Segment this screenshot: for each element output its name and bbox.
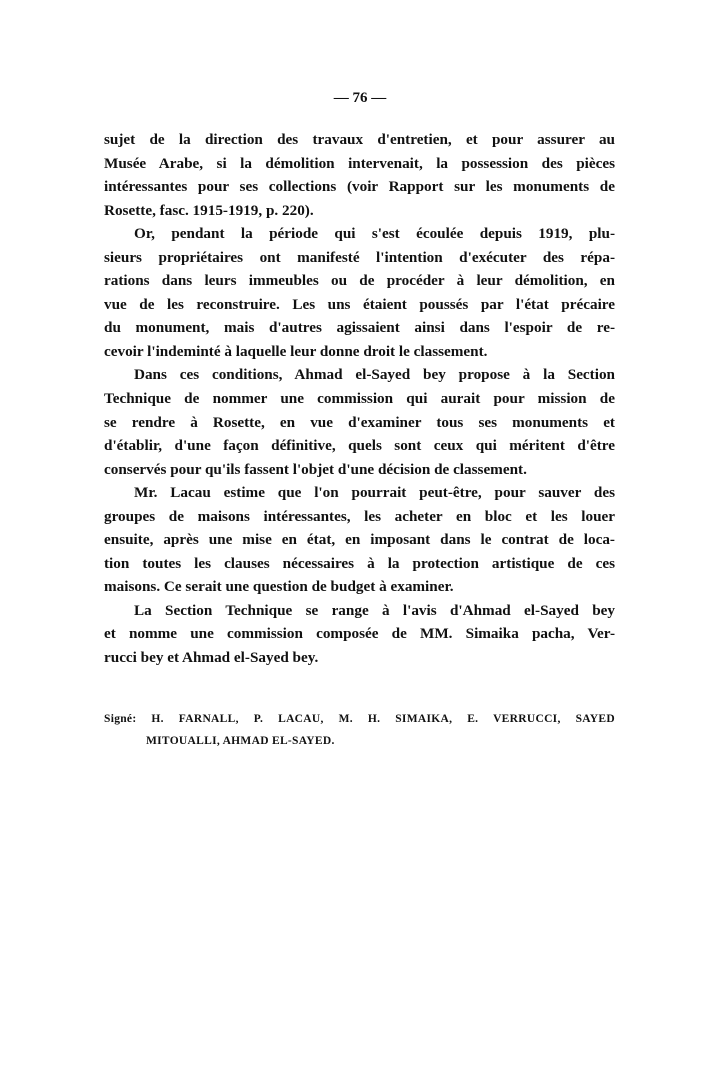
- text-line: se rendre à Rosette, en vue d'examiner tous ses monuments et: [104, 413, 615, 431]
- text-line: Technique de nommer une commission qui aurait pour mission de: [104, 390, 615, 408]
- text-line: rations dans leurs immeubles ou de procéder à leur démolition, en: [104, 272, 615, 290]
- paragraph: [104, 363, 615, 481]
- text-line: rucci bey et Ahmad el-Sayed bey.: [104, 649, 319, 667]
- paragraph: [104, 128, 615, 222]
- text-line: du monument, mais d'autres agissaient ainsi dans l'espoir de re-: [104, 319, 615, 337]
- signature-block: [104, 708, 615, 752]
- text-line: Rosette, fasc. 1915-1919, p. 220).: [104, 201, 314, 219]
- text-line: et nomme une commission composée de MM. Simaika pacha, Ver-: [104, 625, 615, 643]
- paragraph: [104, 481, 615, 599]
- body-text: [104, 128, 615, 670]
- text-line: intéressantes pour ses collections (voir Rapport sur les monuments de: [104, 178, 615, 196]
- paragraph: [104, 222, 615, 363]
- text-line: tion toutes les clauses nécessaires à la protection artistique de ces: [104, 554, 615, 572]
- text-line: vue de les reconstruire. Les uns étaient poussés par l'état précaire: [104, 295, 615, 313]
- text-line: Musée Arabe, si la démolition intervenait, la possession des pièces: [104, 154, 615, 172]
- page-number: — 76 —: [333, 90, 387, 106]
- text-line: cevoir l'indeminté à laquelle leur donne droit le classement.: [104, 342, 488, 360]
- text-line: ensuite, après une mise en état, en imposant dans le contrat de loca-: [104, 531, 615, 549]
- text-line: sieurs propriétaires ont manifesté l'intention d'exécuter des répa-: [104, 248, 615, 266]
- text-line: Mr. Lacau estime que l'on pourrait peut-être, pour sauver des: [134, 484, 615, 502]
- text-line: Or, pendant la période qui s'est écoulée depuis 1919, plu-: [134, 225, 615, 243]
- text-line: La Section Technique se range à l'avis d'Ahmad el-Sayed bey: [134, 601, 615, 619]
- signature-line-2: MITOUALLI, AHMAD EL-SAYED.: [146, 735, 335, 747]
- text-line: d'établir, d'une façon définitive, quels sont ceux qui méritent d'être: [104, 437, 615, 455]
- text-line: groupes de maisons intéressantes, les acheter en bloc et les louer: [104, 507, 615, 525]
- signature-line-1: Signé: H. FARNALL, P. LACAU, M. H. SIMAIKA, E. VERRUCCI, SAYED: [104, 713, 615, 725]
- text-line: Dans ces conditions, Ahmad el-Sayed bey propose à la Section: [134, 366, 615, 384]
- paragraph: [104, 599, 615, 670]
- text-line: maisons. Ce serait une question de budget à examiner.: [104, 578, 454, 596]
- text-line: conservés pour qu'ils fassent l'objet d'une décision de classement.: [104, 460, 527, 478]
- text-line: sujet de la direction des travaux d'entretien, et pour assurer au: [104, 131, 615, 148]
